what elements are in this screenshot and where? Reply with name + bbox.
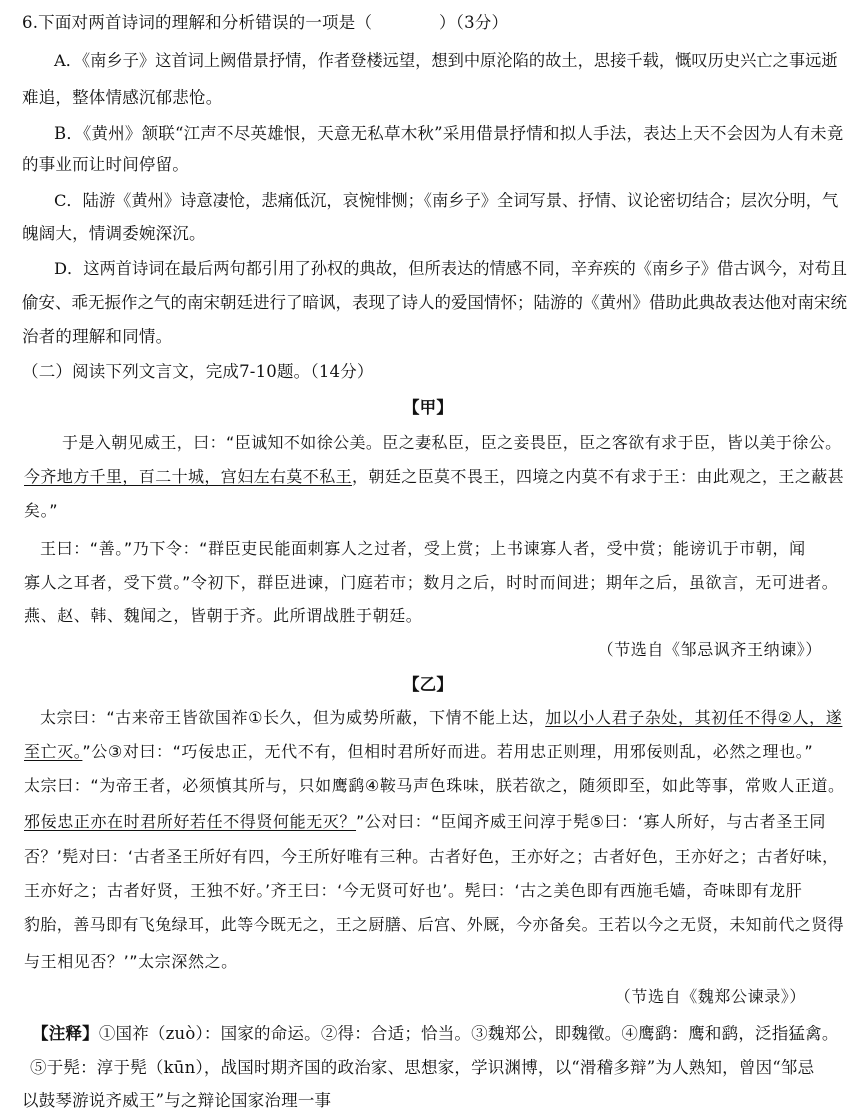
passage-b-line-7: 豹胎，善马即有飞兔绿耳，此等今既无之，王之厨膳、后宫、外厩，今亦备矣。王若以今之无贤，未知前代之贤得 [24, 915, 845, 934]
passage-b-line-2-rest: ”公③对曰：“巧佞忠正，无代不有，但相时君所好而进。若用忠正则理，用邪佞则乱，必然之理也。” [82, 742, 814, 761]
passage-b-line-4 [24, 811, 826, 833]
notes-line-3: 以鼓琴游说齐威王”与之辩论国家治理一事 [22, 1091, 332, 1110]
passage-a-line-2-rest: ，朝廷之臣莫不畏王，四境之内莫不有求于王：由此观之，王之蔽甚 [352, 467, 845, 486]
passage-b-underlined-2: 至亡灭。 [24, 742, 83, 761]
passage-a-line-4: 王曰：“善。”乃下令：“群臣吏民能面刺寡人之过者，受上赏；上书谏寡人者，受中赏；能谤讥于市朝，闻 [40, 539, 806, 558]
option-d-line-2: 偷安、乖无振作之气的南宋朝廷进行了暗讽，表现了诗人的爱国情怀；陆游的《黄州》借助此典故表达他对南宋统 [22, 293, 847, 312]
passage-a-underlined-sentence: 今齐地方千里，百二十城，宫妇左右莫不私王 [24, 467, 353, 486]
passage-b-underlined-1: 加以小人君子杂处，其初任不得②人，遂 [545, 708, 843, 727]
notes-label: 【注释】 [32, 1024, 99, 1043]
notes-line-2: ⑤于髡：淳于髡（kūn），战国时期齐国的政治家、思想家，学识渊博，以“滑稽多辩”为人熟知，曾因“邹忌 [30, 1058, 815, 1077]
option-d-line-3: 治者的理解和同情。 [22, 327, 173, 346]
option-a-line-1: A．《南乡子》这首词上阙借景抒情，作者登楼远望，想到中原沦陷的故土，思接千载，慨叹历史兴亡之事远逝 [54, 51, 838, 70]
passage-b-line-5: 否？’髡对曰：‘古者圣王所好有四，今王所好唯有三种。古者好色，王亦好之；古者好色，王亦好之；古者好味， [24, 847, 839, 866]
section-heading: （二）阅读下列文言文，完成7-10题。（14分） [22, 362, 374, 381]
passage-b-line-3: 太宗曰：“为帝王者，必须慎其所与，只如鹰鹞④鞍马声色珠味，朕若欲之，随须即至，如此等事，常败人正道。 [24, 776, 845, 795]
passage-b-line-6: 王亦好之；古者好贤，王独不好。’齐王曰：‘今无贤可好也’。髡曰：‘古之美色即有西施毛嫱，奇味即有龙肝 [24, 881, 803, 900]
passage-b-line-1-start: 太宗曰：“古来帝王皆欲国祚①长久，但为威势所蔽，下情不能上达， [40, 708, 546, 727]
passage-a-source: （节选自《邹忌讽齐王纳谏》） [597, 640, 822, 659]
option-b-line-2: 的事业而让时间停留。 [22, 155, 189, 174]
option-a-line-2: 难追，整体情感沉郁悲怆。 [22, 88, 223, 107]
notes-line-1 [32, 1023, 839, 1045]
passage-b-line-1 [40, 707, 842, 729]
notes-line-1-text: ①国祚（zuò）：国家的命运。②得：合适；恰当。③魏郑公，即魏徵。④鹰鹞：鹰和鹞，泛指猛禽。 [98, 1024, 839, 1043]
passage-a-line-5: 寡人之耳者，受下赏。”令初下，群臣进谏，门庭若市；数月之后，时时而间进；期年之后，虽欲言，无可进者。 [24, 573, 839, 592]
option-d-line-1: D．这两首诗词在最后两句都引用了孙权的典故，但所表达的情感不同，辛弃疾的《南乡子》借古讽今，对苟且 [54, 259, 848, 278]
passage-b-title: 【乙】 [402, 675, 454, 694]
option-b-line-1: B．《黄州》颔联“江声不尽英雄恨，天意无私草木秋”采用借景抒情和拟人手法，表达上天不会因为人有未竟 [54, 124, 844, 143]
question-6-stem: 6.下面对两首诗词的理解和分析错误的一项是（ ）（3分） [22, 13, 509, 32]
passage-b-source: （节选自《魏郑公谏录》） [614, 987, 806, 1006]
passage-a-line-6: 燕、赵、韩、魏闻之，皆朝于齐。此所谓战胜于朝廷。 [24, 606, 423, 625]
passage-a-title: 【甲】 [402, 398, 454, 417]
passage-b-line-2 [24, 741, 813, 763]
passage-a-line-2 [24, 466, 844, 488]
passage-a-line-3: 矣。” [24, 501, 59, 520]
passage-b-underlined-3: 邪佞忠正亦在时君所好若任不得贤何能无灭？ [24, 812, 357, 831]
option-c-line-1: C．陆游《黄州》诗意凄怆，悲痛低沉，哀惋悱恻；《南乡子》全词写景、抒情、议论密切结合；层次分明，气 [54, 191, 839, 210]
passage-b-line-8: 与王相见否？’”太宗深然之。 [24, 952, 238, 971]
option-c-line-2: 魄阔大，情调委婉深沉。 [22, 224, 206, 243]
passage-a-line-1: 于是入朝见威王，曰：“臣诚知不如徐公美。臣之妻私臣，臣之妾畏臣，臣之客欲有求于臣，皆以美于徐公。 [62, 433, 842, 452]
passage-b-line-4-rest: ”公对曰：“臣闻齐威王问淳于髡⑤曰：‘寡人所好，与古者圣王同 [356, 812, 827, 831]
